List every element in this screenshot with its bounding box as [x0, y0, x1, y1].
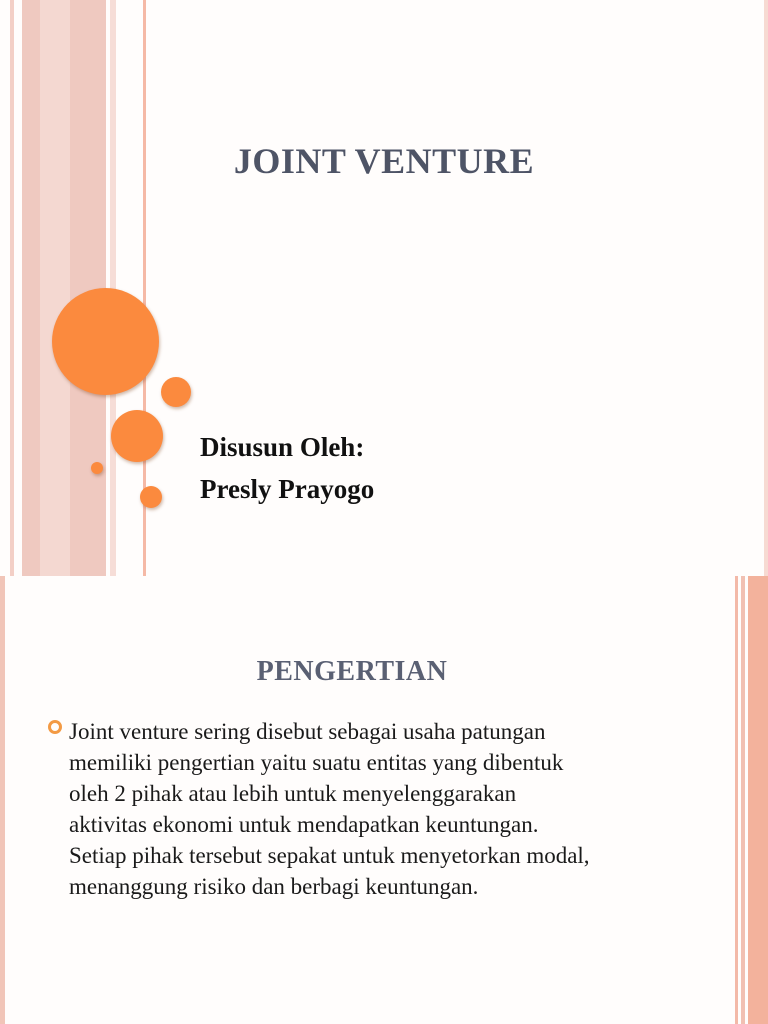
section-title: PENGERTIAN — [256, 656, 448, 687]
content-slide — [0, 576, 768, 1024]
definition-paragraph — [69, 716, 669, 902]
paragraph-line: oleh 2 pihak atau lebih untuk menyelenggarakan — [69, 781, 517, 806]
paragraph-line: memiliki pengertian yaitu suatu entitas yang dibentuk — [69, 750, 564, 775]
right-stripe-mid — [741, 576, 745, 1024]
slide-title: JOINT VENTURE — [233, 141, 535, 181]
paragraph-line: menanggung risiko dan berbagi keuntungan. — [69, 874, 479, 899]
paragraph-line: Setiap pihak tersebut sepakat untuk menyetorkan modal, — [69, 843, 590, 868]
left-stripe-highlight — [40, 0, 70, 576]
right-stripe — [764, 0, 768, 576]
slide-subtitle — [200, 426, 374, 510]
medium-orange-circle — [111, 410, 163, 462]
left-stripe-thin — [10, 0, 14, 576]
right-stripe-thin — [735, 576, 738, 1024]
bullet-circle-icon — [48, 720, 62, 734]
tiny-orange-circle — [91, 462, 103, 474]
small-orange-circle — [161, 377, 191, 407]
paragraph-line: aktivitas ekonomi untuk mendapatkan keuntungan. — [69, 812, 539, 837]
subtitle-line-author-label: Disusun Oleh: — [200, 432, 365, 462]
paragraph-line: Joint venture sering disebut sebagai usaha patungan — [69, 719, 546, 744]
left-edge-stripe — [0, 576, 5, 1024]
large-orange-circle — [52, 288, 159, 395]
right-stripe-wide — [748, 576, 768, 1024]
subtitle-line-author-name: Presly Prayogo — [200, 474, 375, 504]
small-orange-circle-bottom — [140, 486, 162, 508]
